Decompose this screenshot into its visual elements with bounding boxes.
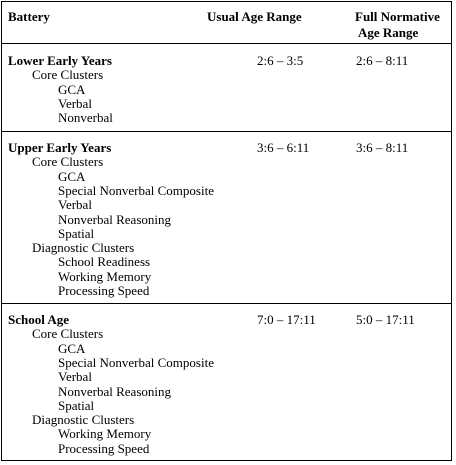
full-range-upper-early-years: 3:6 – 8:11	[356, 140, 409, 155]
cluster-item: School Readiness	[58, 254, 151, 270]
cluster-heading: Core Clusters	[32, 326, 104, 342]
header-battery: Battery	[8, 9, 50, 24]
cluster-item: Special Nonverbal Composite	[58, 354, 214, 370]
full-range-lower-early-years: 2:6 – 8:11	[356, 53, 409, 68]
section-title-school-age: School Age	[8, 312, 70, 327]
cluster-item: Nonverbal Reasoning	[58, 383, 172, 399]
cluster-item: Verbal	[58, 369, 92, 385]
cluster-heading: Core Clusters	[32, 67, 104, 83]
cluster-item: Special Nonverbal Composite	[58, 182, 214, 198]
cluster-heading: Diagnostic Clusters	[32, 240, 135, 256]
cluster-item: Working Memory	[58, 426, 152, 442]
cluster-item: Nonverbal Reasoning	[58, 211, 172, 227]
usual-range-lower-early-years: 2:6 – 3:5	[257, 53, 304, 68]
section-title-upper-early-years: Upper Early Years	[8, 140, 112, 155]
header-usual-age-range: Usual Age Range	[207, 9, 302, 24]
section-rule	[1, 303, 452, 304]
cluster-item: Verbal	[58, 197, 92, 213]
cluster-item: Working Memory	[58, 268, 152, 284]
cluster-item: GCA	[58, 340, 86, 356]
cluster-item: GCA	[58, 81, 86, 97]
cluster-item: Spatial	[58, 397, 95, 413]
cluster-item: Verbal	[58, 95, 92, 111]
section-title-lower-early-years: Lower Early Years	[8, 53, 112, 68]
header-full-normative-line2: Age Range	[358, 25, 419, 40]
cluster-item: GCA	[58, 168, 86, 184]
full-range-school-age: 5:0 – 17:11	[356, 312, 415, 327]
cluster-item: Processing Speed	[58, 283, 150, 298]
cluster-heading: Diagnostic Clusters	[32, 412, 135, 428]
header-full-normative-line1: Full Normative	[355, 9, 440, 24]
usual-range-upper-early-years: 3:6 – 6:11	[257, 140, 310, 155]
section-rule	[1, 131, 452, 132]
cluster-item: Spatial	[58, 225, 95, 241]
usual-range-school-age: 7:0 – 17:11	[257, 312, 316, 327]
cluster-heading: Core Clusters	[32, 154, 104, 170]
header-rule	[1, 43, 452, 44]
cluster-item: Processing Speed	[58, 440, 150, 456]
cluster-item: Nonverbal	[58, 110, 113, 126]
